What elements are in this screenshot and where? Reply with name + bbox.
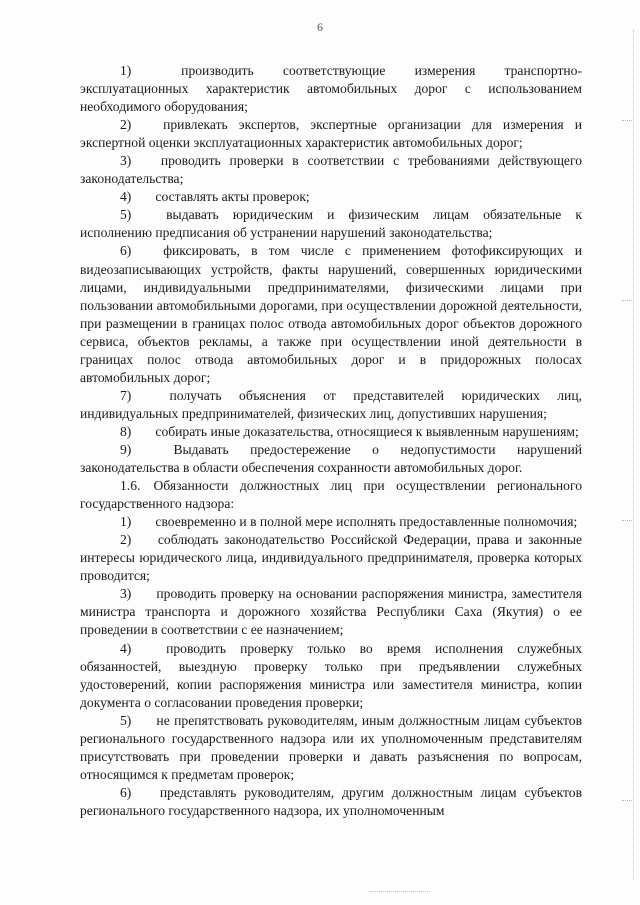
paragraph <box>80 640 582 712</box>
page-number: 6 <box>317 20 323 34</box>
paragraph-number: 6) <box>120 784 132 800</box>
paragraph-text: фиксировать, в том числе с применением фотофиксирующих и видеозаписывающих устройств, факты нарушений, совершенных юридическими лицами, индивидуальными предпринимателями, физическими лицами при пользовании автомобильными дорогами, при осуществлении дорожной деятельности, при размещении в границах полос отвода автомобильных дорог объектов дорожного сервиса, объектов рекламы, а также при осуществлении иной деятельности в границах полос отвода автомобильных дорог и в придорожных полосах автомобильных дорог; <box>80 243 582 385</box>
scan-mark-artifact <box>622 120 632 122</box>
paragraph-number: 9) <box>120 441 132 457</box>
paragraph-text: Выдавать предостережение о недопустимости нарушений законодательства в области обеспечения сохранности автомобильных дорог. <box>80 441 582 476</box>
scan-mark-artifact <box>622 520 632 522</box>
paragraph <box>80 188 582 206</box>
scan-edge-artifact <box>632 30 634 880</box>
paragraph-number: 3) <box>120 153 132 169</box>
paragraph <box>80 423 582 441</box>
paragraph-text: проводить проверки в соответствии с требованиями действующего законодательства; <box>80 153 582 187</box>
paragraph <box>80 477 582 513</box>
paragraph-text: привлекать экспертов, экспертные организации для измерения и экспертной оценки эксплуатационных характеристик автомобильных дорог; <box>80 117 582 151</box>
paragraph-number: 6) <box>120 243 132 259</box>
paragraph-text: своевременно и в полной мере исполнять предоставленные полномочия; <box>155 514 578 530</box>
paragraph <box>80 116 582 152</box>
paragraph <box>80 62 582 116</box>
paragraph-number: 5) <box>120 712 132 728</box>
paragraph-number: 3) <box>120 586 132 602</box>
paragraph <box>80 206 582 242</box>
paragraph-text: получать объяснения от представителей юридических лиц, индивидуальных предпринимателей, физических лиц, допустивших нарушения; <box>80 387 583 421</box>
paragraph-number: 4) <box>120 189 132 205</box>
paragraph-text: проводить проверку только во время исполнения служебных обязанностей, выездную проверку только при предъявлении служебных удостоверений, копии распоряжения министра или заместителя министра, копии документа о согласовании проведения проверки; <box>80 640 582 710</box>
paragraph-text: представлять руководителям, другим должностным лицам субъектов регионального государственного надзора, их уполномоченным <box>80 784 582 818</box>
paragraph <box>80 585 582 639</box>
paragraph <box>80 513 582 531</box>
paragraph <box>80 531 582 585</box>
paragraph-text: соблюдать законодательство Российской Федерации, права и законные интересы юридического лица, индивидуального предпринимателя, проверка которых проводится; <box>80 532 582 584</box>
paragraph-number: 2) <box>120 532 132 548</box>
paragraph-text: собирать иные доказательства, относящиеся к выявленным нарушениям; <box>155 423 579 439</box>
scan-mark-artifact <box>622 800 632 802</box>
document-body <box>80 62 582 820</box>
paragraph-text: выдавать юридическим и физическим лицам обязательные к исполнению предписания об устранении нарушений законодательства; <box>80 207 582 241</box>
paragraph <box>80 784 582 820</box>
paragraph-text: Обязанности должностных лиц при осуществлении регионального государственного надзора: <box>80 478 582 512</box>
scan-mark-artifact <box>622 300 632 302</box>
paragraph-text: составлять акты проверок; <box>155 189 310 205</box>
paragraph-number: 5) <box>120 207 132 223</box>
paragraph-number: 1.6. <box>120 478 141 494</box>
paragraph-number: 4) <box>120 640 132 656</box>
paragraph <box>80 441 582 477</box>
paragraph-number: 8) <box>120 423 132 439</box>
scan-bottom-artifact <box>370 891 430 893</box>
paragraph <box>80 152 582 188</box>
paragraph-text: производить соответствующие измерения транспортно-эксплуатационных характеристик автомобильных дорог с использованием необходимого оборудования; <box>80 63 582 115</box>
paragraph-number: 2) <box>120 117 132 133</box>
paragraph <box>80 242 582 386</box>
paragraph-text: проводить проверку на основании распоряжения министра, заместителя министра транспорта и дорожного хозяйства Республики Саха (Якутия) о ее проведении в соответствии с ее назначением; <box>80 586 582 638</box>
paragraph-number: 1) <box>120 514 132 530</box>
paragraph-text: не препятствовать руководителям, иным должностным лицам субъектов регионального государственного надзора или их уполномоченным представителям присутствовать при проведении проверки и давать разъяснения по вопросам, относящимся к предметам проверок; <box>80 712 583 782</box>
paragraph-number: 1) <box>120 63 132 78</box>
paragraph <box>80 387 582 423</box>
paragraph <box>80 712 582 784</box>
paragraph-number: 7) <box>120 387 132 403</box>
